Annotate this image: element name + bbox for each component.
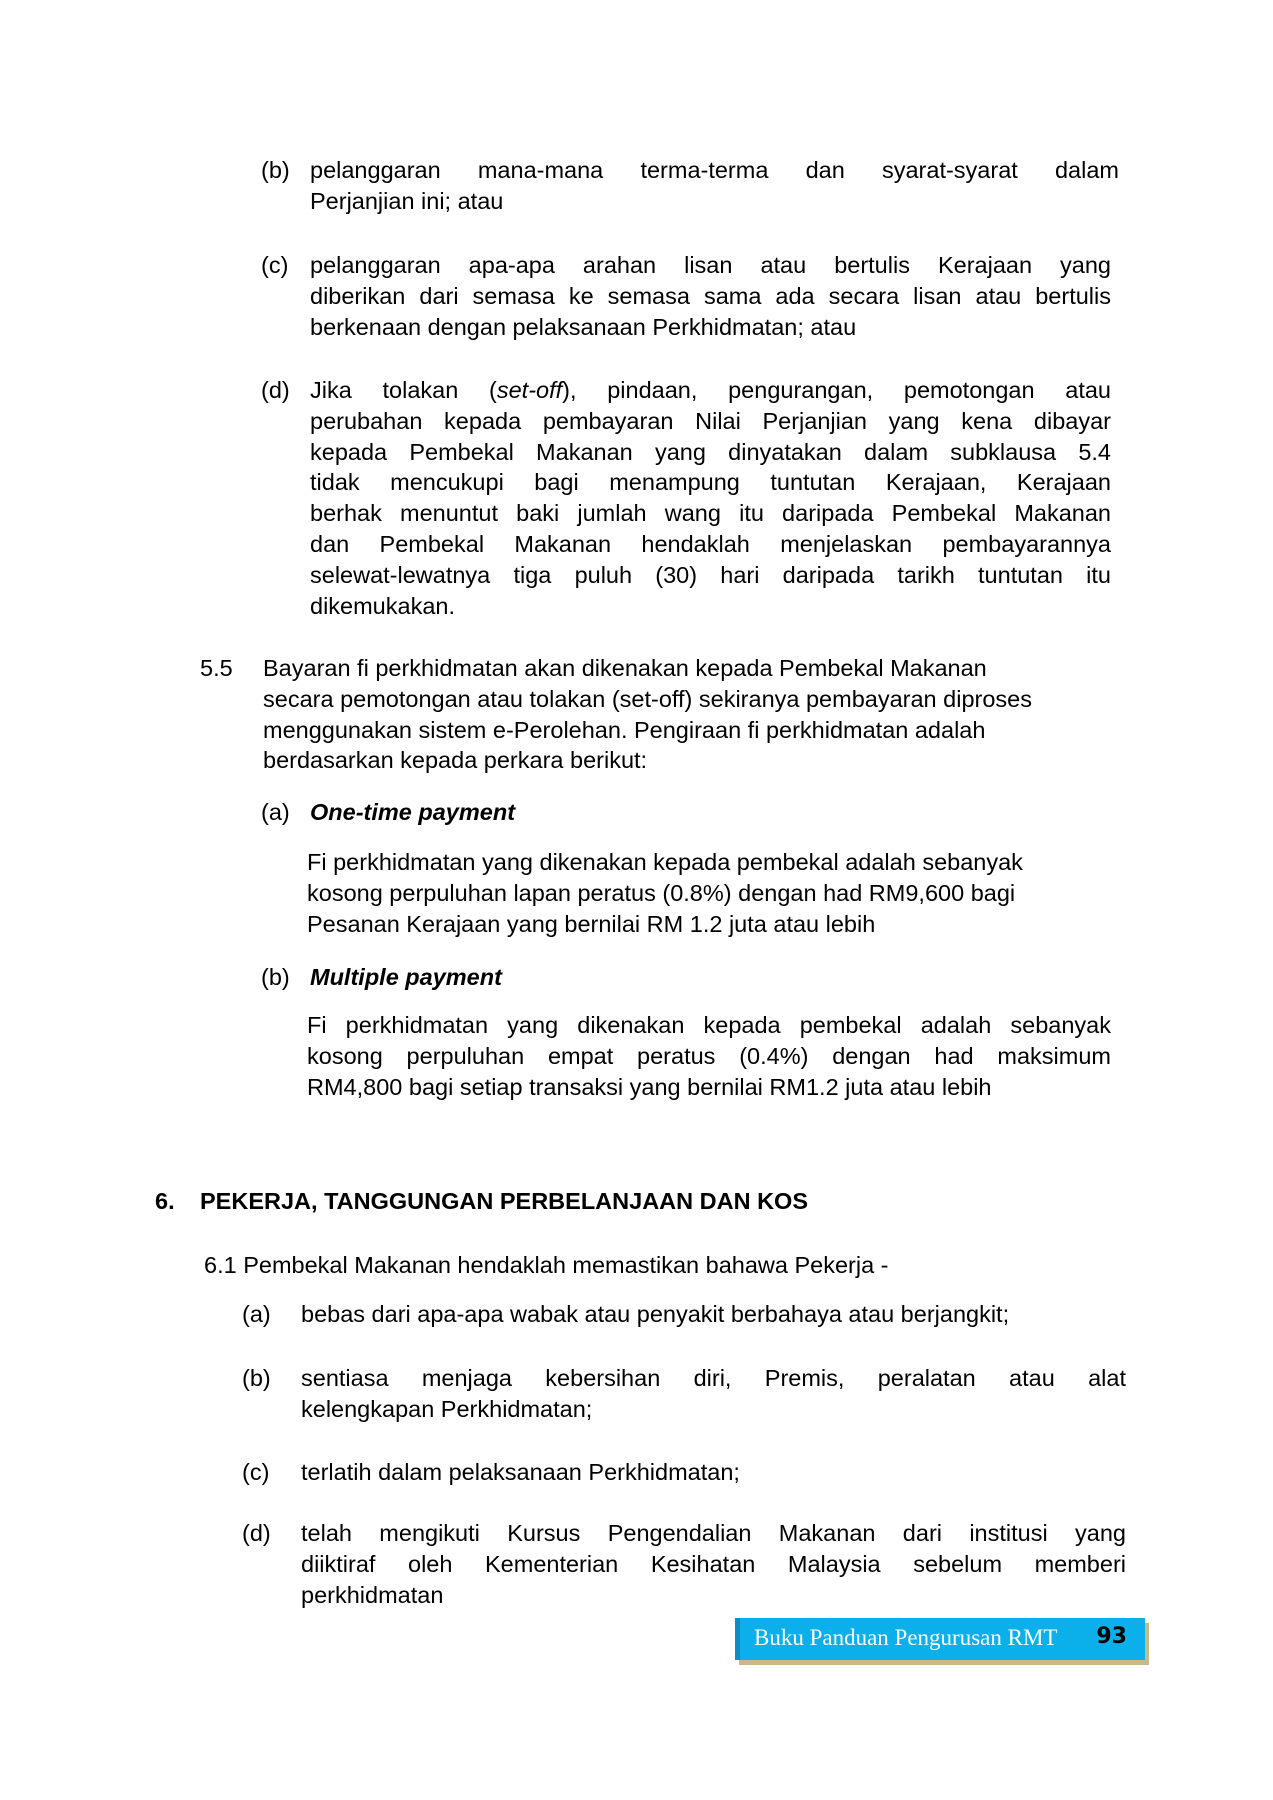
paragraph	[310, 155, 1119, 217]
paragraph	[204, 1250, 1111, 1281]
item-label: (a)	[242, 1301, 271, 1327]
page-number: 93	[1096, 1624, 1127, 1649]
text-line: kepada Pembekal Makanan yang dinyatakan dalam subklausa 5.4	[310, 438, 1111, 465]
paragraph	[301, 1299, 1126, 1330]
text-line: perkhidmatan	[301, 1581, 444, 1608]
paragraph	[263, 653, 1111, 776]
footer-banner	[735, 1618, 1145, 1660]
text-line: terlatih dalam pelaksanaan Perkhidmatan;	[301, 1459, 740, 1485]
item-label: (c)	[242, 1459, 270, 1485]
item-label: (b)	[261, 964, 290, 990]
text-line: tidak mencukupi bagi menampung tuntutan Kerajaan, Kerajaan	[310, 469, 1111, 496]
text-line: Pesanan Kerajaan yang bernilai RM 1.2 juta atau lebih	[307, 910, 876, 937]
text-line: pelanggaran apa-apa arahan lisan atau bertulis Kerajaan yang	[310, 252, 1111, 278]
footer-title: Buku Panduan Pengurusan RMT	[754, 1625, 1058, 1650]
subheading: Multiple payment	[310, 964, 502, 990]
text-line: Jika tolakan (set-off), pindaan, pengurangan, pemotongan atau	[310, 377, 1112, 403]
text-line: Fi perkhidmatan yang dikenakan kepada pembekal adalah sebanyak	[307, 1012, 1111, 1038]
item-label: (a)	[261, 799, 290, 825]
text-line: berhak menuntut baki jumlah wang itu daripada Pembekal Makanan	[310, 500, 1111, 527]
text-line: selewat-lewatnya tiga puluh (30) hari daripada tarikh tuntutan itu	[310, 561, 1111, 588]
text-line: perubahan kepada pembayaran Nilai Perjanjian yang kena dibayar	[310, 407, 1111, 434]
section-heading: PEKERJA, TANGGUNGAN PERBELANJAAN DAN KOS	[200, 1188, 809, 1214]
text-line: kosong perpuluhan empat peratus (0.4%) dengan had maksimum	[307, 1042, 1111, 1069]
item-label: (c)	[261, 252, 289, 278]
paragraph	[307, 1010, 1111, 1102]
text-line: diberikan dari semasa ke semasa sama ada secara lisan atau bertulis	[310, 282, 1111, 309]
text-line: sentiasa menjaga kebersihan diri, Premis, peralatan atau alat	[301, 1365, 1126, 1391]
paragraph	[307, 847, 1111, 939]
item-label: 6.	[155, 1188, 175, 1214]
paragraph	[310, 250, 1111, 342]
text-line: bebas dari apa-apa wabak atau penyakit berbahaya atau berjangkit;	[301, 1301, 1010, 1327]
item-label: (b)	[261, 157, 290, 183]
subheading: One-time payment	[310, 799, 516, 825]
text-line: telah mengikuti Kursus Pengendalian Makanan dari institusi yang	[301, 1520, 1126, 1546]
text-line: secara pemotongan atau tolakan (set-off) sekiranya pembayaran diproses	[263, 685, 1032, 712]
text-line: kelengkapan Perkhidmatan;	[301, 1395, 593, 1422]
item-label: (b)	[242, 1365, 271, 1391]
paragraph	[301, 1363, 1126, 1425]
text-line: 6.1 Pembekal Makanan hendaklah memastikan bahawa Pekerja -	[204, 1252, 889, 1278]
item-label: (d)	[261, 377, 290, 403]
text-line: pelanggaran mana-mana terma-terma dan syarat-syarat dalam	[310, 157, 1119, 183]
text-line: Bayaran fi perkhidmatan akan dikenakan kepada Pembekal Makanan	[263, 655, 987, 681]
text-line: berkenaan dengan pelaksanaan Perkhidmatan; atau	[310, 313, 857, 340]
text-line: Perjanjian ini; atau	[310, 187, 504, 214]
item-label: 5.5	[200, 655, 233, 681]
text-line: diiktiraf oleh Kementerian Kesihatan Malaysia sebelum memberi	[301, 1550, 1126, 1577]
text-line: menggunakan sistem e-Perolehan. Pengiraan fi perkhidmatan adalah	[263, 716, 986, 743]
paragraph	[310, 375, 1111, 621]
text-line: Fi perkhidmatan yang dikenakan kepada pembekal adalah sebanyak	[307, 849, 1023, 875]
text-line: RM4,800 bagi setiap transaksi yang bernilai RM1.2 juta atau lebih	[307, 1073, 992, 1100]
paragraph	[301, 1518, 1126, 1610]
text-line: dan Pembekal Makanan hendaklah menjelaskan pembayarannya	[310, 530, 1111, 557]
text-line: dikemukakan.	[310, 592, 455, 619]
item-label: (d)	[242, 1520, 271, 1546]
paragraph	[301, 1457, 1126, 1488]
text-line: berdasarkan kepada perkara berikut:	[263, 747, 648, 774]
text-line: kosong perpuluhan lapan peratus (0.8%) dengan had RM9,600 bagi	[307, 879, 1016, 906]
